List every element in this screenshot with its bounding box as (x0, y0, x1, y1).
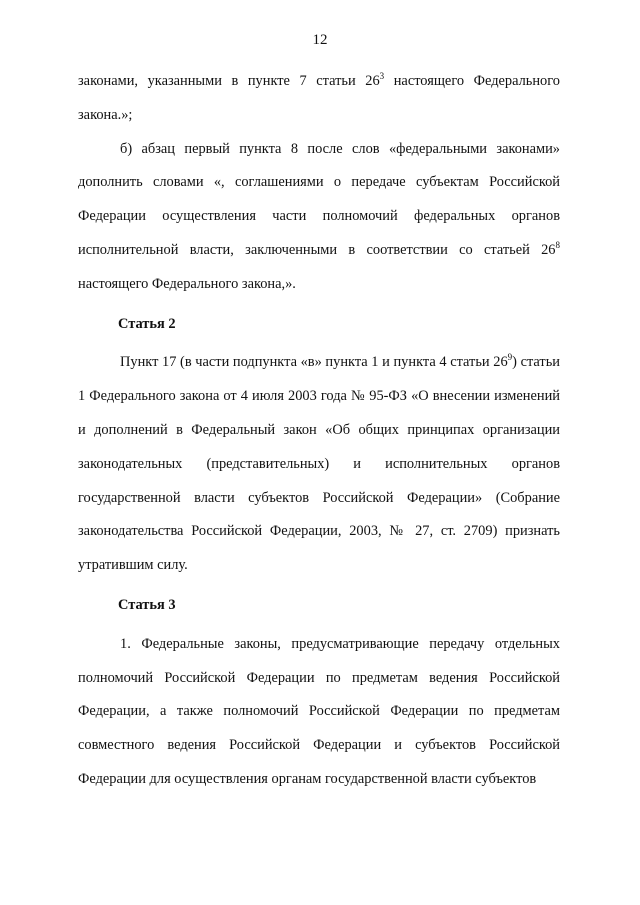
paragraph-law-reference (78, 65, 560, 133)
article-2-heading: Статья 2 (118, 315, 176, 332)
paragraph-text: законами, указанными в пункте 7 статьи 26 (78, 73, 380, 89)
superscript: 8 (555, 239, 560, 250)
article-3-heading: Статья 3 (118, 596, 176, 613)
document-body (78, 65, 560, 797)
paragraph-article-3 (78, 628, 560, 797)
paragraph-text: настоящего Федерального закона,». (78, 275, 296, 292)
paragraph-amendment-b (78, 133, 560, 302)
paragraph-article-2 (78, 346, 560, 583)
paragraph-text: ) статьи 1 Федерального закона от 4 июля 2003 года № 95-ФЗ «О внесении изменений и дополнений в Федеральный закон «Об общих принципах организации законодательных (представительных) и исполнительных органов государственной власти субъектов Российской Федерации» (Собрание законодательства Российской Федерации, 2003, № 27, ст. 2709) признать утратившим силу. (78, 354, 560, 574)
superscript: 3 (379, 71, 385, 81)
paragraph-text: б) абзац первый пункта 8 после слов «федеральными законами» дополнить словами «, соглашениями о передаче субъектам Российской Федерации осуществления части полномочий федеральных органов исполнительной власти, заключенными в соответствии со статьей 26 (78, 140, 560, 258)
paragraph-text: 1. Федеральные законы, предусматривающие передачу отдельных полномочий Российской Федерации по предметам ведения Российской Федерации, а также полномочий Российской Федерации по предметам совместного ведения Российской Федерации и субъектов Российской Федерации для осуществления органам государственной власти субъектов (78, 635, 560, 787)
superscript: 9 (507, 352, 513, 363)
paragraph-text: настоящего Федерального закона.»; (78, 73, 560, 123)
paragraph-text: Пункт 17 (в части подпункта «в» пункта 1 и пункта 4 статьи 26 (120, 354, 508, 371)
page-number: 12 (312, 32, 328, 48)
